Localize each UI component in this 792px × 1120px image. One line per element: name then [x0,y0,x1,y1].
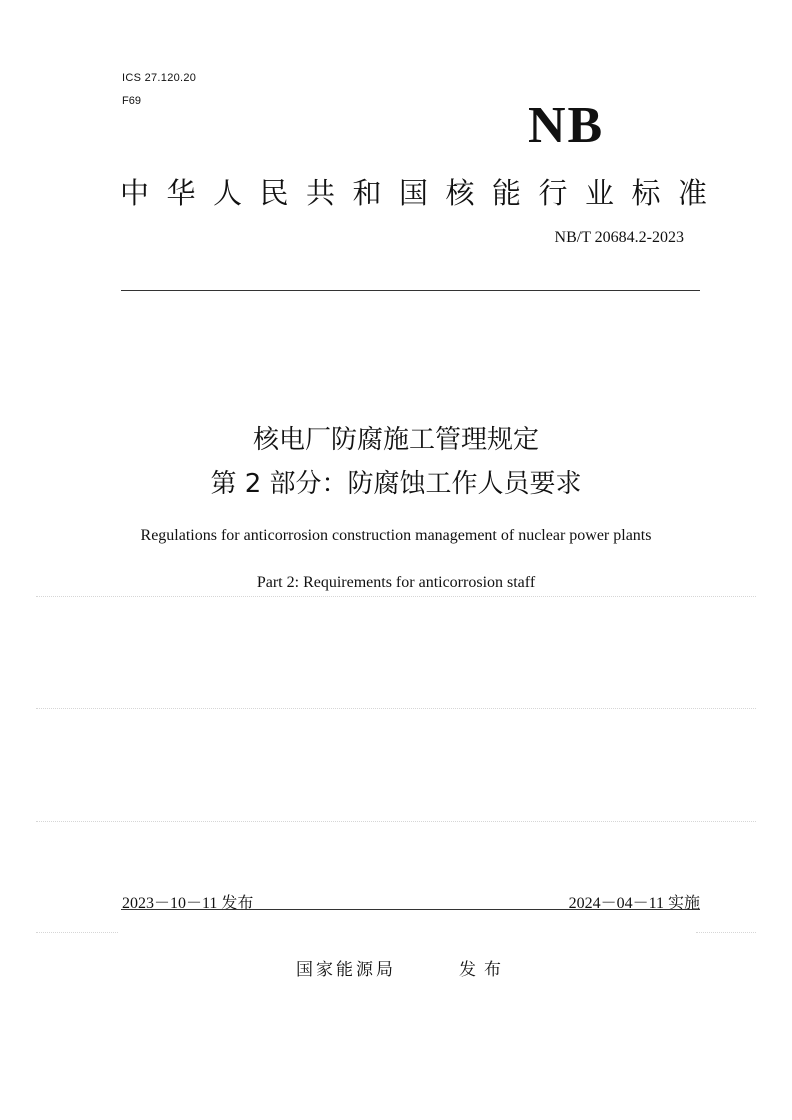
issue-date: 2023－10－11 发布 [122,895,254,912]
dotted-separator [36,821,756,822]
nb-logo: NB [528,97,605,154]
classification-code: F69 [122,95,141,107]
dotted-separator [696,932,756,933]
document-title-cn: 核电厂防腐施工管理规定 [252,425,539,455]
publish-label: 发布 [459,960,509,980]
standard-category-title: 中华人民共和国核能行业标准 [120,176,725,210]
publisher-name: 国家能源局 [296,960,396,980]
dotted-separator [36,932,118,933]
standard-number: NB/T 20684.2-2023 [554,229,684,246]
footer-divider [121,909,700,910]
ics-code: ICS 27.120.20 [122,72,197,84]
implementation-date: 2024－04－11 实施 [568,895,700,912]
document-subtitle-en: Part 2: Requirements for anticorrosion staff [256,574,536,591]
dotted-separator [36,708,756,709]
document-title-en: Regulations for anticorrosion construction management of nuclear power plants [140,527,652,544]
dotted-separator [36,596,756,597]
document-subtitle-cn: 第 2 部分：防腐蚀工作人员要求 [210,469,582,499]
header-divider [121,290,700,291]
